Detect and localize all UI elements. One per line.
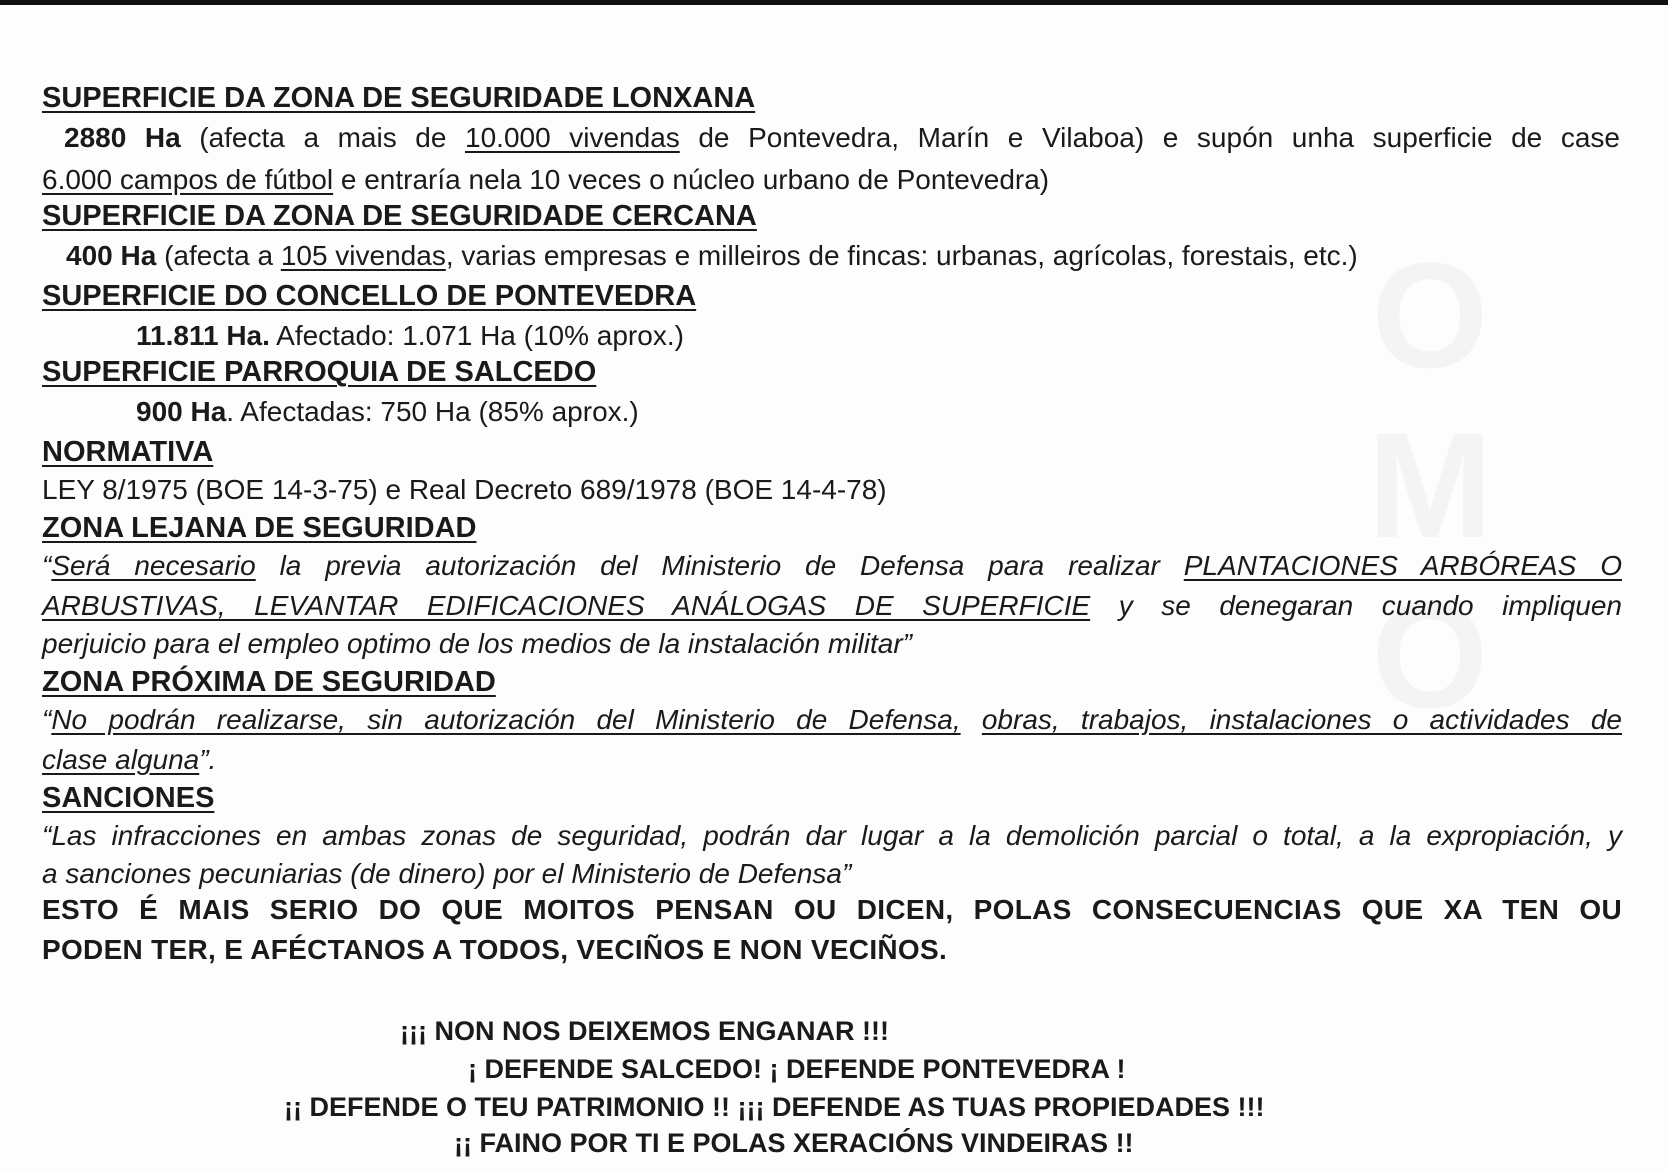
concello-area: 11.811 Ha. [136, 320, 270, 351]
lejana-line-2 [42, 590, 1622, 622]
slogan-3: ¡¡ DEFENDE O TEU PATRIMONIO !! ¡¡¡ DEFENDE AS TUAS PROPIEDADES !!! [284, 1092, 1265, 1122]
cercana-line [66, 240, 1358, 272]
lonxana-campos: 6.000 campos de fútbol [42, 164, 334, 195]
concello-line [136, 320, 684, 352]
proxima-line-1 [42, 704, 1622, 736]
heading-lonxana: SUPERFICIE DA ZONA DE SEGURIDADE LONXANA [42, 82, 756, 114]
heading-cercana: SUPERFICIE DA ZONA DE SEGURIDADE CERCANA [42, 200, 757, 232]
heading-normativa: NORMATIVA [42, 436, 214, 468]
lonxana-line-1 [64, 122, 1620, 154]
parroquia-text: . Afectadas: 750 Ha (85% aprox.) [226, 396, 639, 427]
proxima-space [961, 704, 982, 735]
parroquia-area: 900 Ha [136, 396, 227, 427]
proxima-line-2 [42, 744, 216, 776]
lonxana-text-c: e entraría nela 10 veces o núcleo urbano de Pontevedra) [333, 164, 1050, 195]
concello-text: Afectado: 1.071 Ha (10% aprox.) [269, 320, 684, 351]
cercana-text-a: (afecta a [156, 240, 281, 271]
normativa-text: LEY 8/1975 (BOE 14-3-75) e Real Decreto 689/1978 (BOE 14-4-78) [42, 474, 887, 505]
proxima-clase-alguna: clase alguna [42, 744, 200, 775]
lejana-necesario: Será necesario [51, 550, 256, 581]
lejana-text-b: y se denegaran cuando impliquen [1090, 590, 1622, 621]
heading-concello: SUPERFICIE DO CONCELLO DE PONTEVEDRA [42, 280, 697, 312]
slogan-1: ¡¡¡ NON NOS DEIXEMOS ENGANAR !!! [400, 1016, 889, 1046]
proxima-quote-open: “ [42, 704, 52, 735]
lonxana-text-b: de Pontevedra, Marín e Vilaboa) e supón unha superficie de case [679, 122, 1620, 153]
lejana-quote-open: “ [42, 550, 52, 581]
lejana-line-3: perjuicio para el empleo optimo de los medios de la instalación militar” [42, 628, 912, 659]
lonxana-area: 2880 Ha [64, 122, 181, 153]
background-watermark [1330, 230, 1530, 740]
parroquia-line [136, 396, 639, 428]
proxima-text-b: ”. [199, 744, 217, 775]
lonxana-line-2 [42, 164, 1049, 196]
lonxana-text-a: (afecta a mais de [180, 122, 466, 153]
cercana-vivendas: 105 vivendas [280, 240, 446, 271]
sanciones-line-2: a sanciones pecuniarias (de dinero) por el Ministerio de Defensa” [42, 858, 852, 889]
cercana-text-b: , varias empresas e milleiros de fincas: urbanas, agrícolas, forestais, etc.) [445, 240, 1358, 271]
proxima-obras: obras, trabajos, instalaciones o actividades de [981, 704, 1622, 735]
lejana-line-1 [42, 550, 1622, 582]
lejana-plantaciones: PLANTACIONES ARBÓREAS O [1183, 550, 1622, 581]
slogan-4: ¡¡ FAINO POR TI E POLAS XERACIÓNS VINDEIRAS !! [454, 1128, 1134, 1158]
sanciones-line-1: “Las infracciones en ambas zonas de seguridad, podrán dar lugar a la demolición parcial o total, a la expropiación, y [42, 820, 1622, 851]
lonxana-vivendas: 10.000 vivendas [465, 122, 680, 153]
heading-parroquia: SUPERFICIE PARROQUIA DE SALCEDO [42, 356, 597, 388]
heading-lejana: ZONA LEJANA DE SEGURIDAD [42, 512, 477, 544]
heading-sanciones: SANCIONES [42, 782, 215, 814]
lejana-arbustivas: ARBUSTIVAS, LEVANTAR EDIFICACIONES ANÁLOGAS DE SUPERFICIE [42, 590, 1091, 621]
heading-proxima: ZONA PRÓXIMA DE SEGURIDAD [42, 666, 496, 698]
page-top-edge [0, 0, 1668, 5]
cercana-area: 400 Ha [66, 240, 157, 271]
slogan-2: ¡ DEFENDE SALCEDO! ¡ DEFENDE PONTEVEDRA ! [468, 1054, 1126, 1084]
closing-line-2: PODEN TER, E AFÉCTANOS A TODOS, VECIÑOS E NON VECIÑOS. [42, 934, 948, 965]
lejana-text-a: la previa autorización del Ministerio de Defensa para realizar [255, 550, 1184, 581]
proxima-no-podran: No podrán realizarse, sin autorización del Ministerio de Defensa, [51, 704, 961, 735]
closing-line-1: ESTO É MAIS SERIO DO QUE MOITOS PENSAN OU DICEN, POLAS CONSECUENCIAS QUE XA TEN OU [42, 894, 1622, 925]
